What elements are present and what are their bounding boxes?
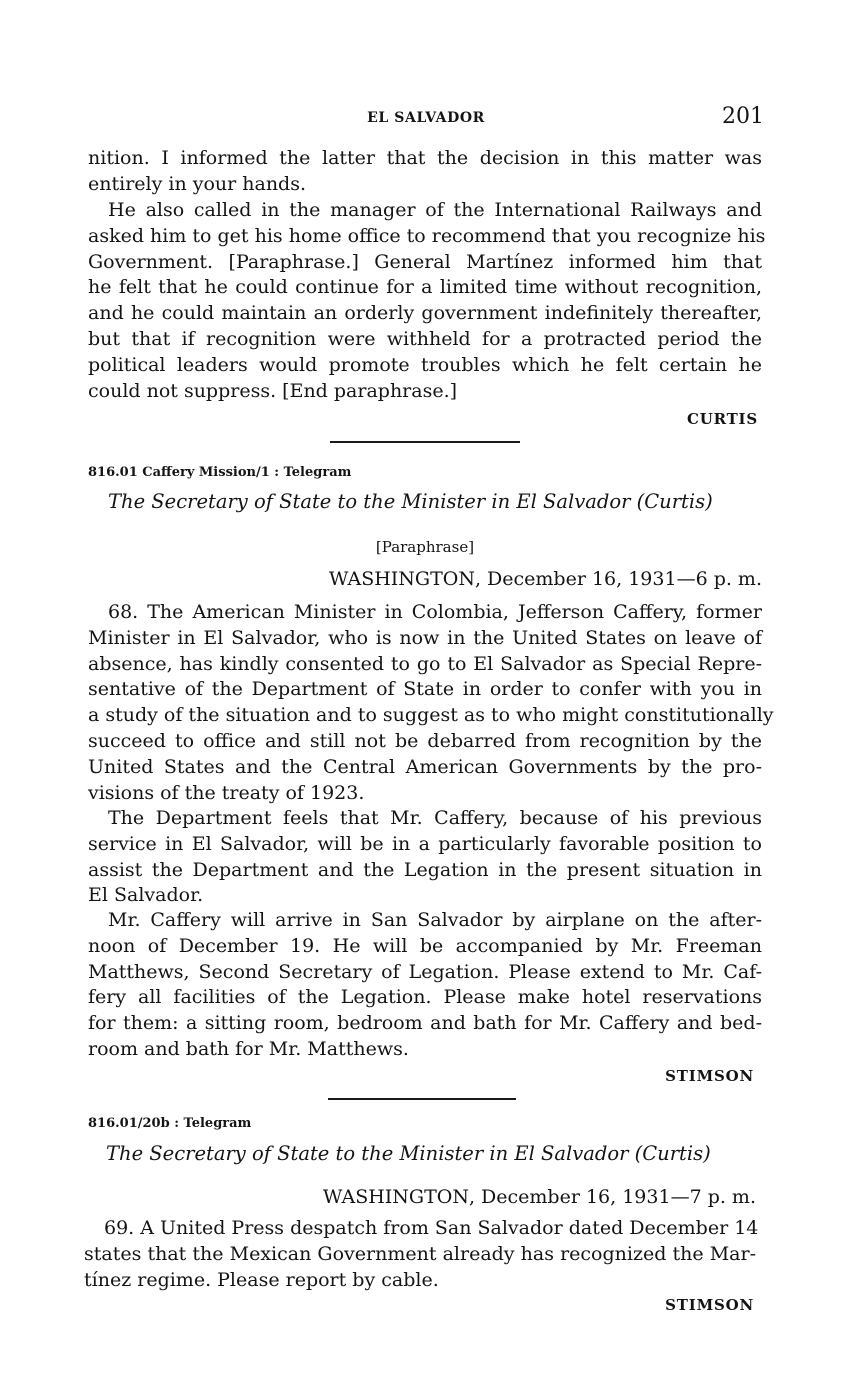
dateline-date: , December 16, 1931—7 p. m. — [468, 1186, 756, 1208]
text-line: succeed to office and still not be debarred from recognition by the — [88, 729, 762, 752]
text-line: service in El Salvador, will be in a particularly favorable position to — [88, 832, 762, 855]
text-line: states that the Mexican Government already has recognized the Mar- — [84, 1242, 756, 1265]
text-line: 68. The American Minister in Colombia, Jefferson Caffery, former — [108, 601, 762, 623]
section-divider — [328, 1098, 516, 1100]
document-title: The Secretary of State to the Minister in El Salvador (Curtis) — [108, 490, 713, 513]
file-reference: 816.01/20b : Telegram — [88, 1116, 252, 1131]
text-line: nition. I informed the latter that the decision in this matter was — [88, 147, 762, 169]
document-paragraph — [88, 600, 774, 806]
dateline-place: WASHINGTON — [328, 568, 475, 590]
signature-stimson: STIMSON — [665, 1067, 754, 1085]
dateline-place: WASHINGTON — [322, 1186, 469, 1208]
text-line: Matthews, Second Secretary of Legation. Please extend to Mr. Caf- — [88, 960, 762, 983]
document-paragraph — [84, 1216, 759, 1293]
dateline-date: , December 16, 1931—6 p. m. — [474, 568, 762, 590]
text-line: assist the Department and the Legation in the present situation in — [88, 858, 762, 881]
signature-curtis: CURTIS — [686, 410, 758, 428]
paraphrase-note: [Paraphrase] — [375, 538, 475, 556]
document-title: The Secretary of State to the Minister in El Salvador (Curtis) — [106, 1142, 711, 1165]
text-line: United States and the Central American Governments by the pro- — [88, 755, 762, 778]
running-head: EL SALVADOR — [367, 110, 485, 126]
text-line: The Department feels that Mr. Caffery, because of his previous — [108, 807, 762, 829]
section-divider — [330, 441, 520, 443]
page-header — [88, 104, 764, 132]
text-line: but that if recognition were withheld for a protracted period the — [88, 327, 762, 350]
text-line: asked him to get his home office to recommend that you recognize his — [88, 224, 766, 247]
dateline — [323, 1186, 756, 1208]
text-line: tínez regime. Please report by cable. — [84, 1268, 439, 1291]
text-line: sentative of the Department of State in order to confer with you in — [88, 678, 762, 701]
file-reference: 816.01 Caffery Mission/1 : Telegram — [88, 465, 352, 480]
text-line: entirely in your hands. — [88, 172, 307, 195]
text-line: El Salvador. — [88, 884, 204, 907]
text-line: visions of the treaty of 1923. — [88, 781, 365, 804]
text-line: for them: a sitting room, bedroom and bath for Mr. Caffery and bed- — [88, 1012, 762, 1035]
text-line: Minister in El Salvador, who is now in the United States on leave of — [88, 626, 762, 649]
text-line: 69. A United Press despatch from San Salvador dated December 14 — [104, 1217, 759, 1239]
continuation-paragraph-2 — [88, 198, 766, 404]
text-line: fery all facilities of the Legation. Please make hotel reservations — [88, 986, 762, 1009]
page-number: 201 — [722, 104, 764, 129]
text-line: he felt that he could continue for a limited time without recognition, — [88, 276, 762, 299]
text-line: room and bath for Mr. Matthews. — [88, 1037, 409, 1060]
text-line: could not suppress. [End paraphrase.] — [88, 379, 458, 402]
text-line: a study of the situation and to suggest as to who might constitutionally — [88, 704, 774, 727]
text-line: Government. [Paraphrase.] General Martínez informed him that — [88, 250, 762, 273]
text-line: He also called in the manager of the International Railways and — [108, 199, 762, 221]
text-line: and he could maintain an orderly government indefinitely thereafter, — [88, 302, 762, 325]
text-line: political leaders would promote troubles which he felt certain he — [88, 353, 762, 376]
document-paragraph — [88, 908, 762, 1063]
text-line: Mr. Caffery will arrive in San Salvador by airplane on the after- — [108, 909, 762, 931]
document-paragraph — [88, 806, 762, 909]
text-line: noon of December 19. He will be accompanied by Mr. Freeman — [88, 934, 762, 957]
continuation-paragraph-1 — [88, 146, 762, 198]
dateline — [329, 568, 762, 590]
signature-stimson: STIMSON — [665, 1296, 754, 1314]
text-line: absence, has kindly consented to go to El Salvador as Special Repre- — [88, 652, 762, 675]
